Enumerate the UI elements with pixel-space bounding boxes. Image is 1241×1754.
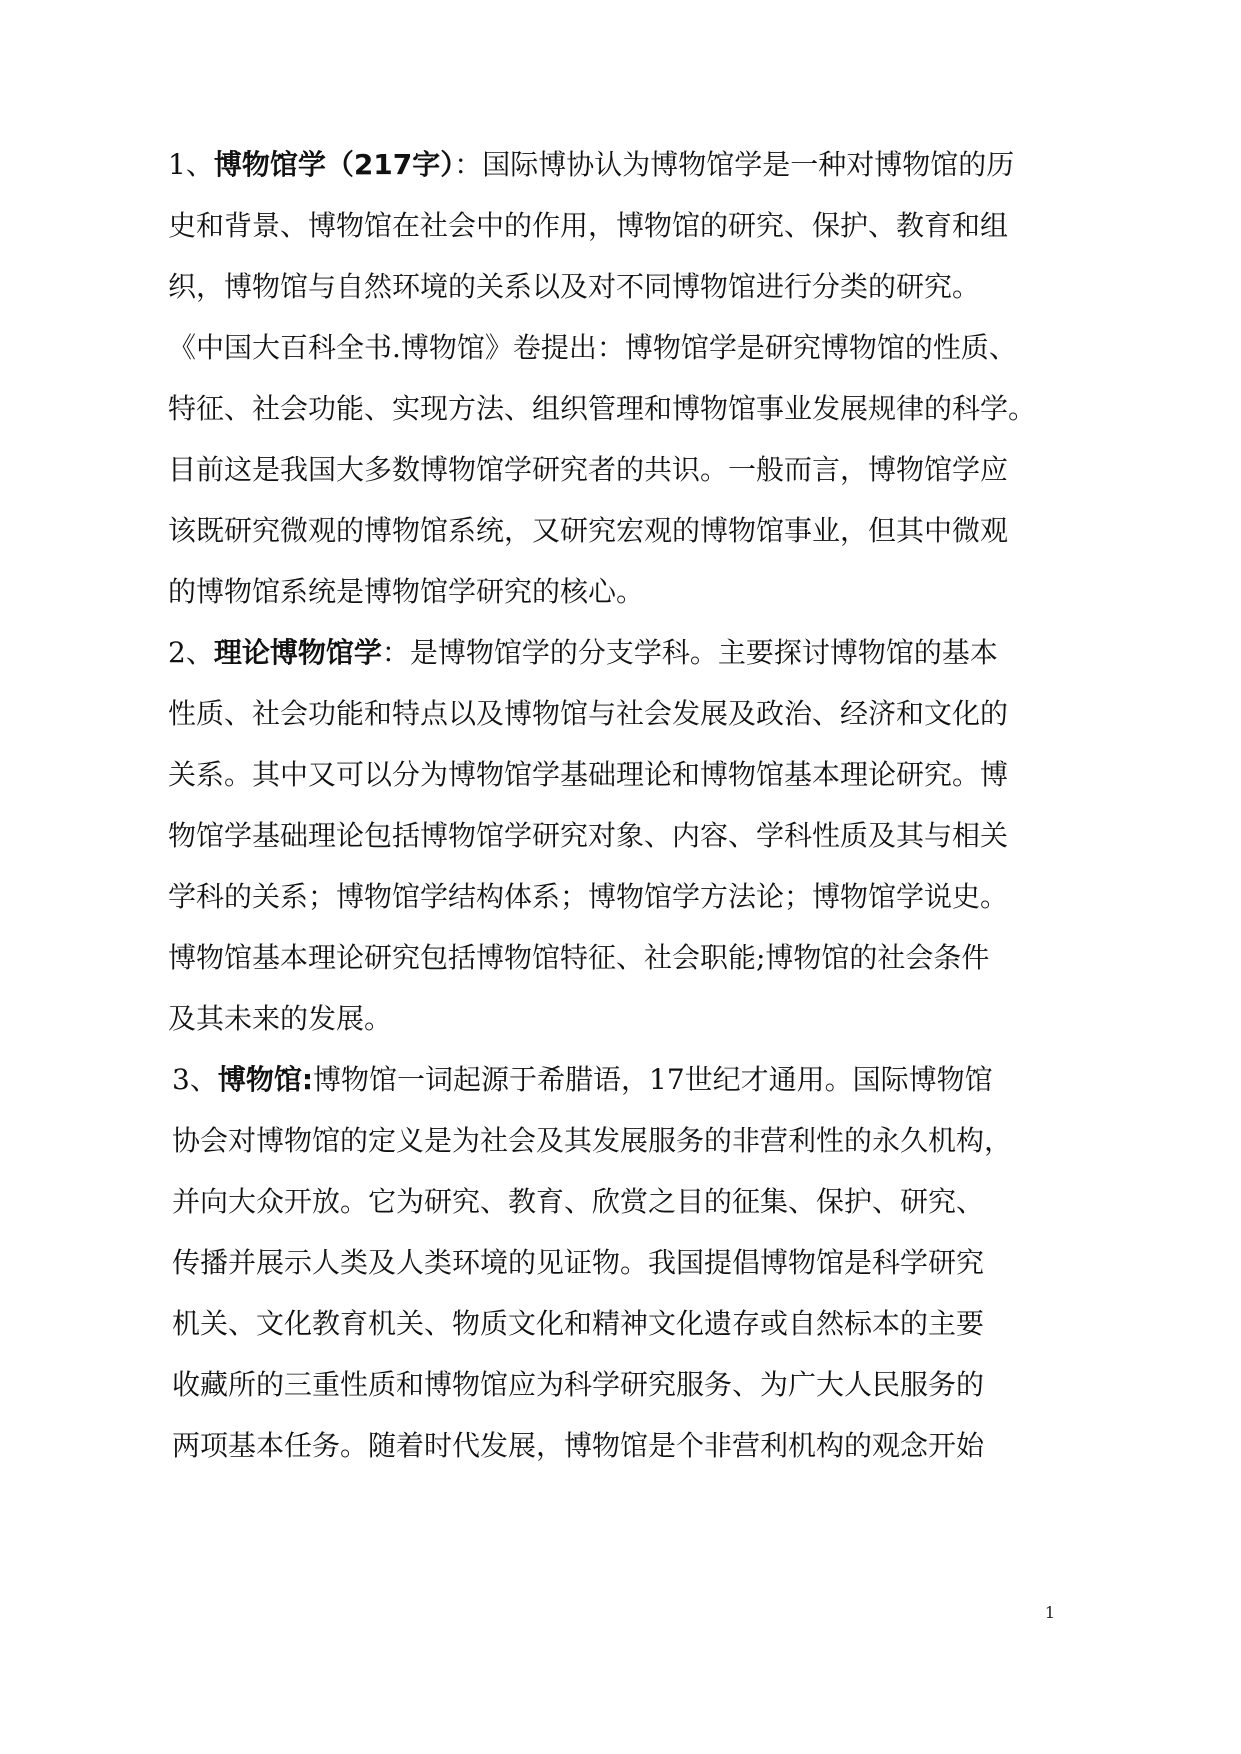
section-2-line: 关系。其中又可以分为博物馆学基础理论和博物馆基本理论研究。博	[168, 758, 1009, 791]
section-3-line: 收藏所的三重性质和博物馆应为科学研究服务、为广大人民服务的	[172, 1368, 985, 1401]
section-3-line: 传播并展示人类及人类环境的见证物。我国提倡博物馆是科学研究	[172, 1246, 985, 1279]
section-1-line: 织，博物馆与自然环境的关系以及对不同博物馆进行分类的研究。	[168, 270, 981, 303]
section-1-number: 1、	[168, 148, 214, 181]
section-1-line-0: 国际博协认为博物馆学是一种对博物馆的历	[482, 148, 1015, 181]
section-1-heading-line	[168, 145, 1108, 211]
section-3-line: 协会对博物馆的定义是为社会及其发展服务的非营利性的永久机构，	[172, 1124, 1013, 1157]
section-3-separator: :	[301, 1063, 314, 1096]
section-3-line-0: 博物馆一词起源于希腊语，17世纪才通用。国际博物馆	[313, 1063, 993, 1096]
section-2-line: 及其未来的发展。	[168, 1002, 393, 1035]
section-1-line: 史和背景、博物馆在社会中的作用，博物馆的研究、保护、教育和组	[168, 209, 1009, 242]
section-1-separator: ：	[454, 148, 483, 181]
section-2-term: 理论博物馆学	[213, 636, 382, 669]
section-3-number: 3、	[172, 1063, 218, 1096]
section-1-line: 的博物馆系统是博物馆学研究的核心。	[168, 575, 645, 608]
section-2-line: 性质、社会功能和特点以及博物馆与社会发展及政治、经济和文化的	[168, 697, 1009, 730]
section-2-line: 学科的关系；博物馆学结构体系；博物馆学方法论；博物馆学说史。	[168, 880, 1009, 913]
section-3-line: 并向大众开放。它为研究、教育、欣赏之目的征集、保护、研究、	[172, 1185, 985, 1218]
section-2-heading-line	[168, 633, 1108, 699]
section-1-term: 博物馆学（217字）	[213, 148, 455, 181]
section-3-line: 机关、文化教育机关、物质文化和精神文化遗存或自然标本的主要	[172, 1307, 985, 1340]
section-2-separator: ：	[381, 636, 410, 669]
section-1-line: 该既研究微观的博物馆系统，又研究宏观的博物馆事业，但其中微观	[168, 514, 1009, 547]
section-2-line: 物馆学基础理论包括博物馆学研究对象、内容、学科性质及其与相关	[168, 819, 1009, 852]
section-2-line: 博物馆基本理论研究包括博物馆特征、社会职能;博物馆的社会条件	[168, 941, 990, 974]
page-number: 1	[1044, 1603, 1056, 1622]
section-2-line-0: 是博物馆学的分支学科。主要探讨博物馆的基本	[409, 636, 998, 669]
section-1-line: 目前这是我国大多数博物馆学研究者的共识。一般而言，博物馆学应	[168, 453, 1009, 486]
section-2-number: 2、	[168, 636, 214, 669]
section-1-line: 《中国大百科全书.博物馆》卷提出：博物馆学是研究博物馆的性质、	[168, 331, 1017, 364]
section-1-line: 特征、社会功能、实现方法、组织管理和博物馆事业发展规律的科学。	[168, 392, 1037, 425]
section-3-heading-line	[172, 1060, 1112, 1126]
section-3-line: 两项基本任务。随着时代发展，博物馆是个非营利机构的观念开始	[172, 1429, 985, 1462]
section-3-term: 博物馆	[217, 1063, 302, 1096]
